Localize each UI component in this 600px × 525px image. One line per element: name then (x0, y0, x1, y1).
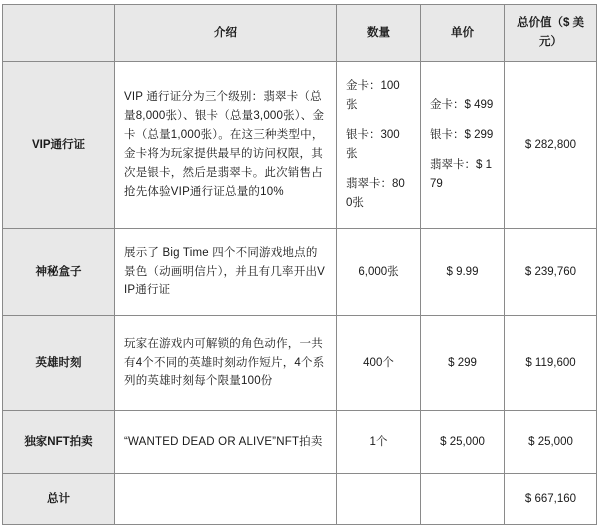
row-description: 展示了 Big Time 四个不同游戏地点的景色（动画明信片），并且有几率开出VIP通行证 (115, 229, 337, 316)
quantity-line: 翡翠卡：800张 (346, 177, 405, 209)
total-row-quantity (337, 474, 421, 525)
column-header-unit-price: 单价 (421, 5, 505, 62)
row-total-value: $ 239,760 (505, 229, 597, 316)
unit-price-line: 翡翠卡：$ 179 (430, 159, 492, 190)
table-header-row (3, 5, 597, 62)
row-label: 神秘盒子 (3, 229, 115, 316)
unit-price-line: 银卡：$ 299 (430, 129, 494, 142)
total-row-description (115, 474, 337, 525)
row-quantity: 400个 (337, 316, 421, 411)
row-label: 独家NFT拍卖 (3, 411, 115, 474)
quantity-line: 金卡：100张 (346, 80, 400, 112)
quantity-line: 银卡：300张 (346, 129, 400, 160)
table-row (3, 316, 597, 411)
row-description: 玩家在游戏内可解锁的角色动作，一共有4个不同的英雄时刻动作短片，4个系列的英雄时刻每个限量100份 (115, 316, 337, 411)
row-total-value: $ 119,600 (505, 316, 597, 411)
total-row-total-value: $ 667,160 (505, 474, 597, 525)
row-label: VIP通行证 (3, 62, 115, 229)
column-header-category (3, 5, 115, 62)
table-header (3, 5, 597, 62)
table-row (3, 411, 597, 474)
column-header-description: 介绍 (115, 5, 337, 62)
total-row-label: 总计 (3, 474, 115, 525)
row-unit-price: $ 299 (421, 316, 505, 411)
table-row (3, 62, 597, 229)
column-header-quantity: 数量 (337, 5, 421, 62)
row-label: 英雄时刻 (3, 316, 115, 411)
row-total-value: $ 282,800 (505, 62, 597, 229)
row-unit-price: $ 25,000 (421, 411, 505, 474)
nft-sale-table (2, 4, 597, 525)
unit-price-line: 金卡：$ 499 (430, 99, 494, 112)
row-unit-price (421, 62, 505, 229)
row-description: VIP 通行证分为三个级别：翡翠卡（总量8,000张）、银卡（总量3,000张）、金卡（总量1,000张）。在这三种类型中，金卡将为玩家提供最早的访问权限，其次是银卡，然后是翡翠卡。此次销售占抢先体验VIP通行证总量的10% (115, 62, 337, 229)
column-header-total-value: 总价值（$ 美元） (505, 5, 597, 62)
table-total-row (3, 474, 597, 525)
row-total-value: $ 25,000 (505, 411, 597, 474)
row-quantity: 6,000张 (337, 229, 421, 316)
row-unit-price: $ 9.99 (421, 229, 505, 316)
row-quantity (337, 62, 421, 229)
table-body (3, 62, 597, 525)
total-row-unit-price (421, 474, 505, 525)
table-row (3, 229, 597, 316)
row-description: “WANTED DEAD OR ALIVE”NFT拍卖 (115, 411, 337, 474)
row-quantity: 1个 (337, 411, 421, 474)
